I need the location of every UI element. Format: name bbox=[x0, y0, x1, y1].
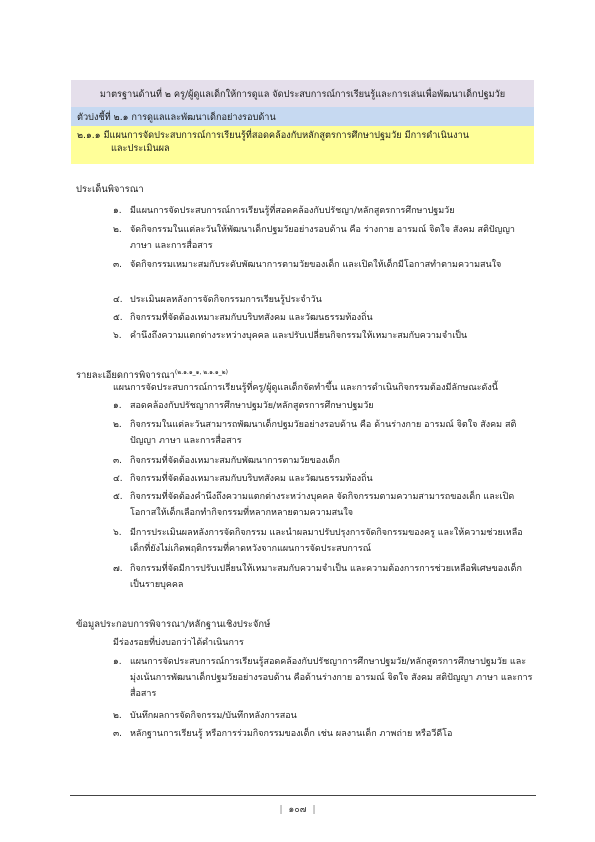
consideration-item bbox=[113, 203, 533, 219]
item-text: บันทึกผลการจัดกิจกรรม/บันทึกหลังการสอน bbox=[130, 711, 297, 721]
item-text: คำนึงถึงความแตกต่างระหว่างบุคคล และปรับเปลี่ยนกิจกรรมให้เหมาะสมกับความจำเป็น bbox=[130, 331, 468, 341]
item-text: สอดคล้องกับปรัชญาการศึกษาปฐมวัย/หลักสูตรการศึกษาปฐมวัย bbox=[130, 401, 374, 411]
consideration-item bbox=[113, 328, 533, 344]
details-title-reference: (๒.๑.๑_๑, ๒.๑.๑_๒) bbox=[174, 369, 228, 376]
item-number: ๒. bbox=[113, 711, 122, 721]
item-number: ๖. bbox=[113, 331, 122, 341]
consideration-item bbox=[113, 292, 533, 308]
evidence-item bbox=[113, 654, 533, 702]
indicator-heading bbox=[71, 107, 534, 126]
evidence-item bbox=[113, 726, 533, 742]
consideration-item bbox=[113, 257, 533, 273]
item-number: ๔. bbox=[113, 474, 123, 484]
page-number-left-bar: | bbox=[279, 805, 283, 815]
item-number: ๒. bbox=[113, 420, 122, 430]
consideration-title: ประเด็นพิจารณา bbox=[76, 184, 144, 195]
consideration-item bbox=[113, 310, 533, 326]
item-text: มีแผนการจัดประสบการณ์การเรียนรู้ที่สอดคล้องกับปรัชญา/หลักสูตรการศึกษาปฐมวัย bbox=[130, 206, 455, 216]
details-item bbox=[113, 417, 533, 449]
item-text: กิจกรรมที่จัดต้องเหมาะสมกับบริบทสังคม และวัฒนธรรมท้องถิ่น bbox=[130, 474, 373, 484]
item-text: มีการประเมินผลหลังการจัดกิจกรรม และนำผลมาปรับปรุงการจัดกิจกรรมของครู และให้ความช่วยเหลือเด็กที่ยังไม่เกิดพฤติกรรมที่คาดหวังจากแผนการจัดประสบการณ์ bbox=[130, 528, 523, 554]
item-text: กิจกรรมที่จัดต้องคำนึงถึงความแตกต่างระหว่างบุคคล จัดกิจกรรมตามความสามารถของเด็ก และเปิดโอกาสให้เด็กเลือกทำกิจกรรมที่หลากหลายตามความสนใจ bbox=[130, 492, 515, 518]
page-number bbox=[0, 802, 595, 816]
footer-divider bbox=[70, 795, 536, 796]
item-text: จัดกิจกรรมในแต่ละวันให้พัฒนาเด็กปฐมวัยอย่างรอบด้าน คือ ร่างกาย อารมณ์ จิตใจ สังคม สติปัญญา ภาษา และการสื่อสาร bbox=[130, 225, 515, 251]
item-number: ๕. bbox=[113, 492, 123, 502]
item-number: ๕. bbox=[113, 313, 123, 323]
sub-indicator-line-1: ๒.๑.๑ มีแผนการจัดประสบการณ์การเรียนรู้ที่สอดคล้องกับหลักสูตรการศึกษาปฐมวัย มีการดำเนินงาน bbox=[77, 130, 470, 141]
details-title-text: รายละเอียดการพิจารณา bbox=[76, 370, 175, 381]
sub-indicator-line-2: และประเมินผล bbox=[111, 143, 170, 154]
details-item bbox=[113, 525, 533, 557]
details-title bbox=[76, 366, 228, 382]
item-text: จัดกิจกรรมเหมาะสมกับระดับพัฒนาการตามวัยของเด็ก และเปิดให้เด็กมีโอกาสทำตามความสนใจ bbox=[130, 260, 502, 270]
item-number: ๓. bbox=[113, 456, 123, 466]
evidence-intro: มีร่องรอยที่บ่งบอกว่าได้ดำเนินการ bbox=[113, 638, 244, 648]
consideration-item bbox=[113, 222, 533, 254]
item-number: ๓. bbox=[113, 260, 123, 270]
item-text: แผนการจัดประสบการณ์การเรียนรู้สอดคล้องกับปรัชญาการศึกษาปฐมวัย/หลักสูตรการศึกษาปฐมวัย และมุ่งเน้นการพัฒนาเด็กปฐมวัยอย่างรอบด้าน คือด้านร่างกาย อารมณ์ จิตใจ สังคม สติปัญญา ภาษา และการสื่อสาร bbox=[130, 657, 533, 699]
page-number-right-bar: | bbox=[312, 805, 316, 815]
item-number: ๖. bbox=[113, 528, 122, 538]
details-item bbox=[113, 561, 533, 593]
page-number-text: ๑๐๗ bbox=[288, 805, 307, 815]
item-number: ๑. bbox=[113, 657, 122, 667]
standard-heading-text: มาตรฐานด้านที่ ๒ ครู/ผู้ดูแลเด็กให้การดูแล จัดประสบการณ์การเรียนรู้และการเล่นเพื่อพัฒนาเด็กปฐมวัย bbox=[99, 89, 506, 100]
item-text: ประเมินผลหลังการจัดกิจกรรมการเรียนรู้ประจำวัน bbox=[130, 295, 322, 305]
item-number: ๑. bbox=[113, 206, 122, 216]
item-number: ๒. bbox=[113, 225, 122, 235]
item-text: กิจกรรมที่จัดต้องเหมาะสมกับบริบทสังคม และวัฒนธรรมท้องถิ่น bbox=[130, 313, 373, 323]
details-item bbox=[113, 398, 533, 414]
details-item bbox=[113, 453, 533, 469]
item-text: หลักฐานการเรียนรู้ หรือการร่วมกิจกรรมของเด็ก เช่น ผลงานเด็ก ภาพถ่าย หรือวีดีโอ bbox=[130, 729, 453, 739]
indicator-heading-text: ตัวบ่งชี้ที่ ๒.๑ การดูแลและพัฒนาเด็กอย่างรอบด้าน bbox=[77, 112, 276, 123]
standard-heading bbox=[71, 80, 534, 107]
item-number: ๔. bbox=[113, 295, 123, 305]
sub-indicator-heading bbox=[71, 126, 534, 164]
details-item bbox=[113, 489, 533, 521]
item-text: กิจกรรมในแต่ละวันสามารถพัฒนาเด็กปฐมวัยอย่างรอบด้าน คือ ด้านร่างกาย อารมณ์ จิตใจ สังคม สติปัญญา ภาษา และการสื่อสาร bbox=[130, 420, 517, 446]
evidence-title: ข้อมูลประกอบการพิจารณา/หลักฐานเชิงประจักษ์ bbox=[76, 619, 271, 630]
details-intro: แผนการจัดประสบการณ์การเรียนรู้ที่ครู/ผู้ดูแลเด็กจัดทำขึ้น และการดำเนินกิจกรรมต้องมีลักษณะดังนี้ bbox=[113, 383, 498, 393]
details-item bbox=[113, 471, 533, 487]
evidence-item bbox=[113, 708, 533, 724]
item-text: กิจกรรมที่จัดต้องเหมาะสมกับพัฒนาการตามวัยของเด็ก bbox=[130, 456, 340, 466]
item-number: ๑. bbox=[113, 401, 122, 411]
item-number: ๓. bbox=[113, 729, 123, 739]
item-text: กิจกรรมที่จัดมีการปรับเปลี่ยนให้เหมาะสมกับความจำเป็น และความต้องการการช่วยเหลือพิเศษของเด็กเป็นรายบุคคล bbox=[130, 564, 522, 590]
item-number: ๗. bbox=[113, 564, 123, 574]
